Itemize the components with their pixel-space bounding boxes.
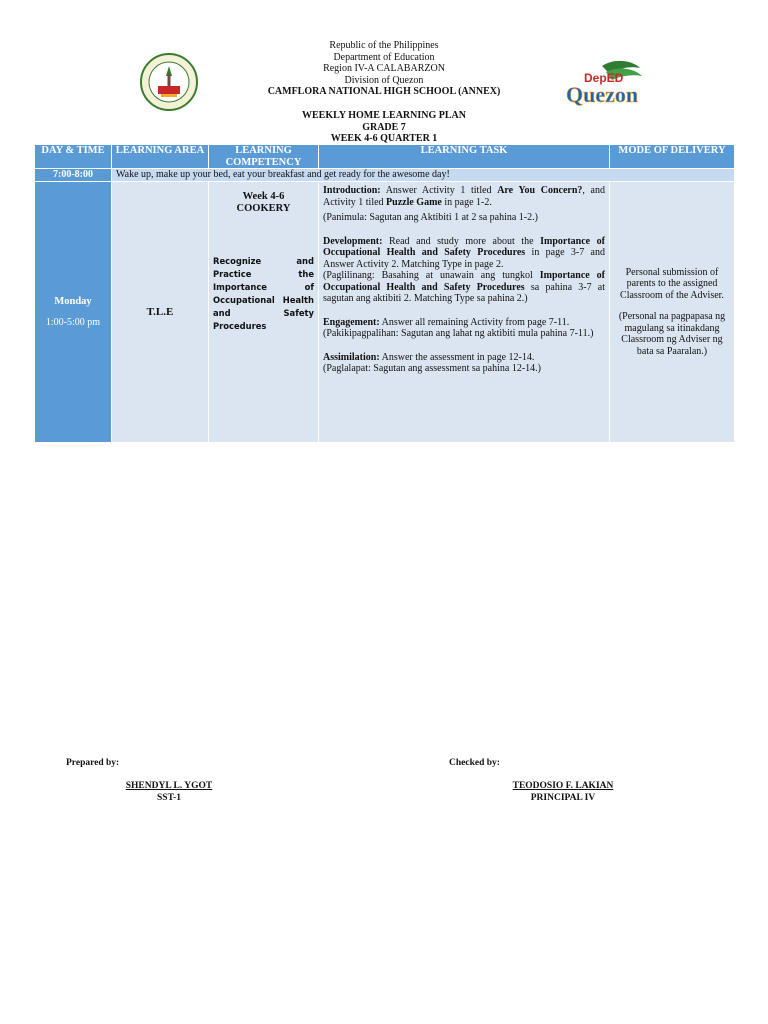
document-header (200, 40, 568, 98)
task-introduction-filipino: (Panimula: Sagutan ang Aktibiti 1 at 2 sa pahina 1-2.) (323, 212, 538, 223)
header-line-3: Region IV-A CALABARZON (323, 63, 445, 74)
task-development-filipino: (Paglilinang: Basahing at unawain ang tungkol Importance of Occupational Health and Safety Procedures sa pahina 3-7 at sagutan ang aktibiti 2. Matching Type sa pahina 2.) (323, 270, 605, 304)
task-engagement-filipino: (Pakikipagpalihan: Sagutan ang lahat ng aktibiti mula pahina 7-11.) (323, 328, 594, 339)
time-cell: 7:00-8:00 (35, 169, 112, 182)
plan-grade: GRADE 7 (362, 121, 406, 133)
header-learning-area: LEARNING AREA (112, 145, 209, 169)
prepared-by-name: SHENDYL L. YGOT (125, 781, 213, 791)
header-learning-competency: LEARNING COMPETENCY (209, 145, 319, 169)
mode-english: Personal submission of parents to the assigned Classroom of the Adviser. (620, 266, 724, 301)
header-line-4: Division of Quezon (344, 74, 424, 86)
checked-by-title: PRINCIPAL IV (530, 793, 596, 803)
day-cell (35, 182, 112, 443)
plan-week: WEEK 4-6 QUARTER 1 (330, 133, 438, 144)
table-row (35, 182, 735, 443)
table-row (35, 169, 735, 182)
header-line-2: Department of Education (333, 51, 435, 63)
plan-title: WEEKLY HOME LEARNING PLAN (301, 110, 466, 121)
day-label: Monday (54, 296, 92, 307)
morning-message: Wake up, make up your bed, eat your breakfast and get ready for the awesome day! (112, 169, 735, 182)
checked-by-label: Checked by: (449, 758, 500, 768)
learning-plan-table (34, 144, 735, 443)
checked-by-name: TEODOSIO F. LAKIAN (512, 781, 614, 791)
competency-cell (209, 182, 319, 443)
quezon-text: Quezon (566, 82, 639, 107)
prepared-by-label: Prepared by: (66, 758, 120, 768)
deped-quezon-logo (562, 58, 648, 110)
task-assimilation: Assimilation: Answer the assessment in page 12-14. (323, 351, 535, 363)
header-learning-task: LEARNING TASK (319, 145, 610, 169)
hours-label: 1:00-5:00 pm (45, 317, 101, 328)
competency-topic: COOKERY (236, 203, 291, 214)
header-mode-of-delivery: MODE OF DELIVERY (610, 145, 735, 169)
prepared-by-title: SST-1 (157, 793, 181, 803)
deped-text: DepED (584, 71, 624, 85)
school-seal-logo (136, 52, 202, 112)
task-development: Development: Read and study more about the Importance of Occupational Health and Safety Procedures in page 3-7 and Answer Activity 2. Matching Type in page 2. (323, 235, 605, 270)
header-day-time: DAY & TIME (35, 145, 112, 169)
learning-task-cell (319, 182, 610, 443)
task-assimilation-filipino: (Paglalapat: Sagutan ang assessment sa pahina 12-14.) (323, 363, 541, 374)
learning-area-cell: T.L.E (112, 182, 209, 443)
competency-description: Recognize and Practice the Importance of Occupational Health and Safety Procedures (213, 256, 314, 331)
task-introduction: Introduction: Answer Activity 1 titled Are You Concern?, and Activity 1 tiled Puzzle Game in page 1-2. (323, 185, 605, 208)
mode-of-delivery-cell (610, 182, 735, 443)
school-name: CAMFLORA NATIONAL HIGH SCHOOL (ANNEX) (267, 86, 501, 97)
mode-filipino: (Personal na pagpapasa ng magulang sa itinakdang Classroom ng Adviser ng bata sa Paaralan.) (618, 311, 726, 357)
header-line-1: Republic of the Philippines (329, 40, 439, 51)
task-engagement: Engagement: Answer all remaining Activity from page 7-11. (323, 316, 570, 328)
table-header-row (35, 145, 735, 169)
competency-week: Week 4-6 (242, 191, 285, 202)
plan-title-block (200, 110, 568, 145)
